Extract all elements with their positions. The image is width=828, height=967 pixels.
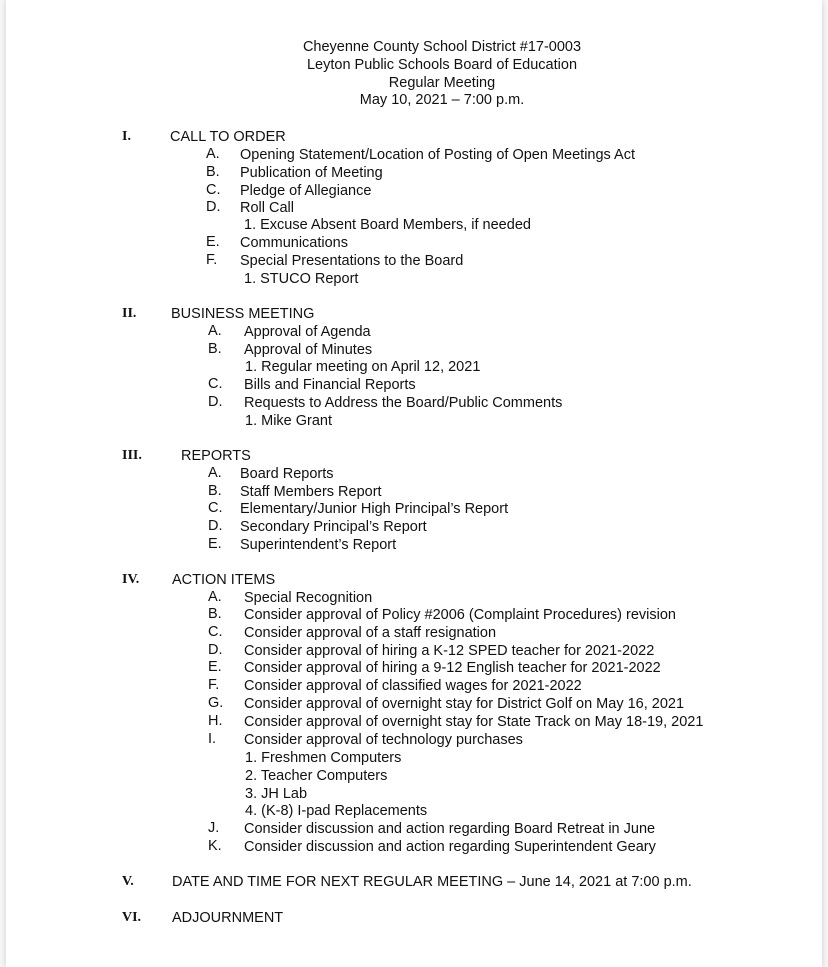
section-title: CALL TO ORDER [170, 129, 286, 145]
agenda-item: Consider approval of hiring a 9-12 English teacher for 2021-2022 [244, 660, 661, 676]
agenda-item: Consider approval of Policy #2006 (Complaint Procedures) revision [244, 607, 676, 623]
item-letter: C. [208, 624, 223, 640]
agenda-subitem: 3. JH Lab [245, 786, 308, 802]
section-numeral: V. [122, 874, 134, 889]
agenda-item: Approval of Minutes [244, 342, 373, 358]
agenda-subitem: 1. Excuse Absent Board Members, if needed [244, 217, 531, 233]
agenda-item: Board Reports [240, 466, 334, 482]
section-title: REPORTS [181, 448, 251, 464]
item-letter: E. [206, 234, 220, 250]
item-letter: D. [206, 199, 221, 215]
item-letter: A. [208, 589, 222, 605]
item-letter: C. [206, 182, 221, 198]
board-name: Leyton Public Schools Board of Education [306, 57, 578, 73]
agenda-subitem: 2. Teacher Computers [245, 768, 388, 784]
agenda-item: Publication of Meeting [240, 165, 383, 181]
agenda-item: Bills and Financial Reports [244, 377, 416, 393]
agenda-item: Requests to Address the Board/Public Comments [244, 395, 563, 411]
section-numeral: II. [122, 306, 137, 321]
item-letter: F. [208, 677, 220, 693]
agenda-item: Approval of Agenda [244, 324, 371, 340]
item-letter: D. [208, 518, 223, 534]
agenda-item: Opening Statement/Location of Posting of Open Meetings Act [240, 147, 635, 163]
agenda-item: Secondary Principal’s Report [240, 519, 427, 535]
agenda-subitem: 1. Freshmen Computers [245, 750, 402, 766]
meeting-type: Regular Meeting [388, 75, 496, 91]
agenda-item: Special Presentations to the Board [240, 253, 464, 269]
section-title: BUSINESS MEETING [171, 306, 315, 322]
item-letter: H. [208, 713, 223, 729]
item-letter: C. [208, 500, 223, 516]
agenda-item: Pledge of Allegiance [240, 183, 372, 199]
agenda-subitem: 1. Regular meeting on April 12, 2021 [245, 359, 481, 375]
item-letter: E. [208, 659, 222, 675]
agenda-item: Consider discussion and action regarding Superintendent Geary [244, 839, 656, 855]
agenda-item: Roll Call [240, 200, 294, 216]
item-letter: I. [208, 731, 217, 747]
item-letter: D. [208, 394, 223, 410]
agenda-item: Special Recognition [244, 590, 373, 606]
item-letter: C. [208, 376, 223, 392]
agenda-item: Consider approval of technology purchases [244, 732, 523, 748]
item-letter: A. [206, 146, 220, 162]
agenda-item: Consider approval of overnight stay for District Golf on May 16, 2021 [244, 696, 685, 712]
agenda-item: Consider approval of a staff resignation [244, 625, 497, 641]
agenda-item: Elementary/Junior High Principal’s Report [240, 501, 509, 517]
item-letter: B. [206, 164, 220, 180]
section-title: DATE AND TIME FOR NEXT REGULAR MEETING – June 14, 2021 at 7:00 p.m. [172, 874, 692, 890]
item-letter: D. [208, 642, 223, 658]
agenda-item: Consider approval of classified wages for 2021-2022 [244, 678, 582, 694]
item-letter: E. [208, 536, 222, 552]
agenda-subitem: 1. STUCO Report [244, 271, 359, 287]
section-numeral: I. [122, 129, 131, 144]
agenda-item: Consider discussion and action regarding Board Retreat in June [244, 821, 656, 837]
document-page [6, 0, 822, 967]
agenda-item: Superintendent’s Report [240, 537, 397, 553]
item-letter: F. [206, 252, 218, 268]
item-letter: B. [208, 606, 222, 622]
item-letter: A. [208, 323, 222, 339]
agenda-subitem: 4. (K-8) I-pad Replacements [245, 803, 428, 819]
section-numeral: VI. [122, 910, 142, 925]
item-letter: B. [208, 483, 222, 499]
section-title: ADJOURNMENT [172, 910, 284, 926]
item-letter: J. [208, 820, 220, 836]
meeting-date: May 10, 2021 – 7:00 p.m. [359, 92, 525, 108]
agenda-item: Consider approval of overnight stay for State Track on May 18-19, 2021 [244, 714, 704, 730]
section-numeral: III. [122, 448, 142, 463]
item-letter: A. [208, 465, 222, 481]
agenda-item: Consider approval of hiring a K-12 SPED teacher for 2021-2022 [244, 643, 655, 659]
agenda-item: Communications [240, 235, 348, 251]
district-name: Cheyenne County School District #17-0003 [302, 39, 582, 55]
section-numeral: IV. [122, 572, 140, 587]
item-letter: B. [208, 341, 222, 357]
item-letter: G. [208, 695, 224, 711]
item-letter: K. [208, 838, 222, 854]
agenda-subitem: 1. Mike Grant [245, 413, 333, 429]
agenda-item: Staff Members Report [240, 484, 382, 500]
section-title: ACTION ITEMS [172, 572, 276, 588]
